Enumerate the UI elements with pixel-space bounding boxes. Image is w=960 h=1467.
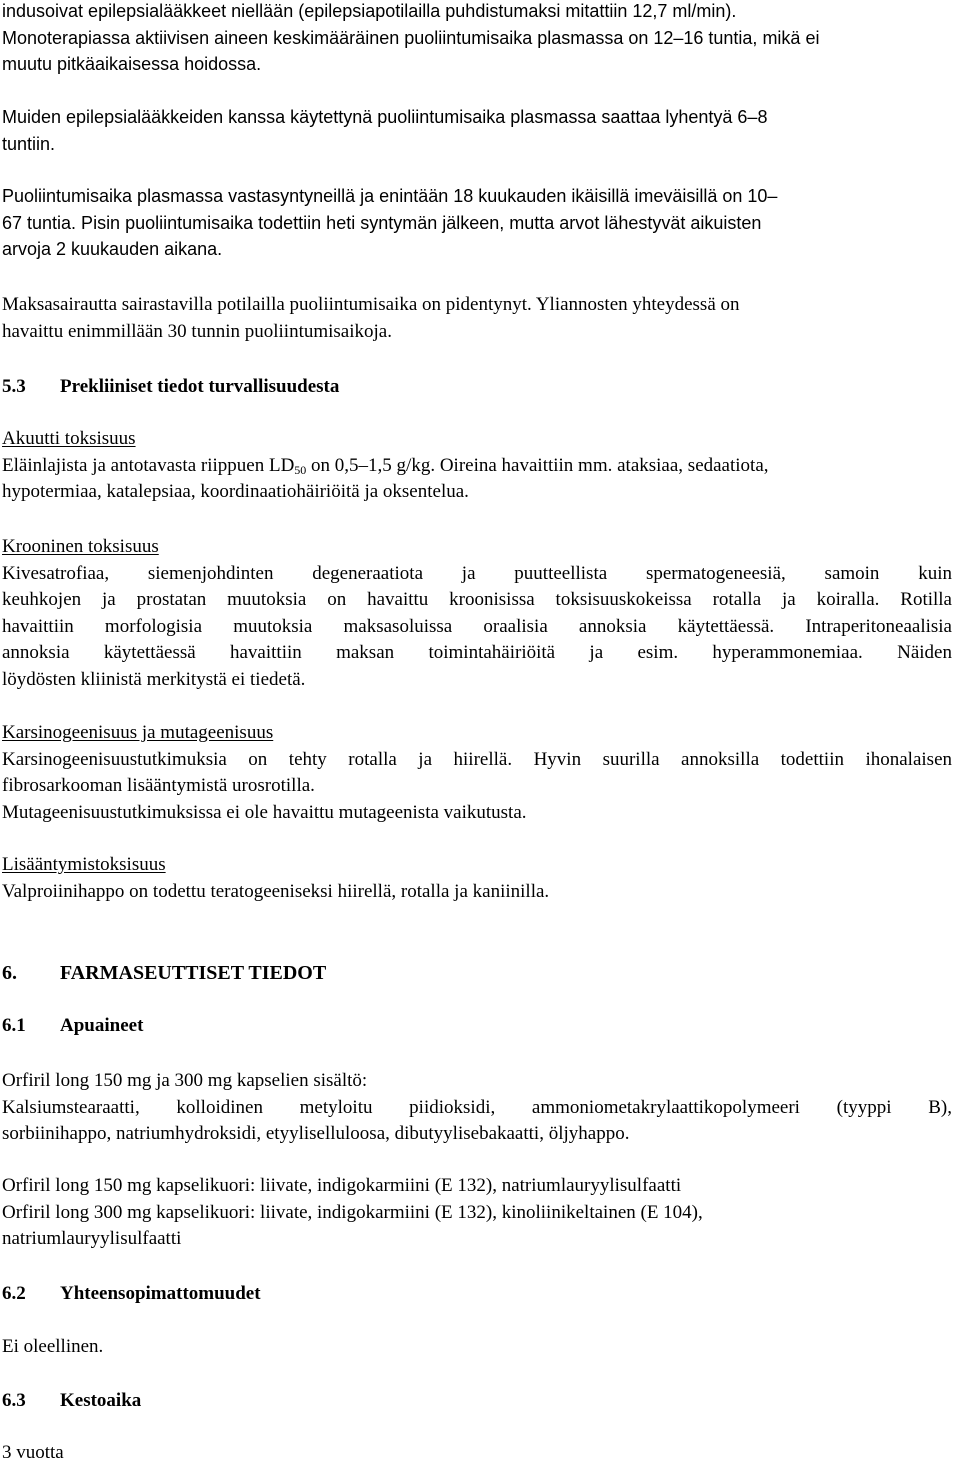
section-heading-6-2 <box>2 1281 952 1308</box>
acute-toxicity-heading: Akuutti toksisuus <box>2 428 136 449</box>
text-line: Kivesatrofiaa, siemenjohdinten degeneraatiota ja puutteellista spermatogeneesiä, samoin kuin <box>2 562 952 584</box>
chronic-toxicity-heading: Krooninen toksisuus <box>2 536 159 557</box>
text-line: tuntiin. <box>2 133 56 154</box>
text-line: Kalsiumstearaatti, kolloidinen metyloitu piidioksidi, ammoniometakrylaattikopolymeeri (tyyppi B), <box>2 1096 952 1118</box>
text-line: Karsinogeenisuustutkimuksia on tehty rotalla ja hiirellä. Hyvin suurilla annoksilla todettiin ihonalaisen <box>2 748 952 770</box>
text-line: Orfiril long 150 mg kapselikuori: liivate, indigokarmiini (E 132), natriumlauryylisulfaatti <box>2 1175 682 1196</box>
chronic-toxicity-block <box>2 534 952 693</box>
section-title: Apuaineet <box>60 1015 144 1036</box>
acute-toxicity-block <box>2 426 952 506</box>
section-number: 6.3 <box>2 1390 26 1411</box>
text-line: Mutageenisuustutkimuksissa ei ole havaittu mutageenista vaikutusta. <box>2 801 527 823</box>
text-line: Muiden epilepsialääkkeiden kanssa käytettynä puoliintumisaika plasmassa saattaa lyhentyä 6–8 <box>2 107 768 127</box>
text-line: Monoterapiassa aktiivisen aineen keskimääräinen puoliintumisaika plasmassa on 12–16 tuntia, mikä ei <box>2 27 820 48</box>
section-heading-5-3 <box>2 374 952 401</box>
paragraph-clearance <box>2 0 952 78</box>
text-line: sorbiinihappo, natriumhydroksidi, etyyliselluloosa, dibutyylisebakaatti, öljyhappo. <box>2 1123 630 1144</box>
text-line: hypotermiaa, katalepsiaa, koordinaatiohäiriöitä ja oksentelua. <box>2 481 469 502</box>
text-line: Eläinlajista ja antotavasta riippuen $LD_{50}$ on 0,5–1,5 g/kg. Oireina havaittiin mm. ataksiaa, sedaatiota, <box>2 454 769 477</box>
text-line: keuhkojen ja prostatan muutoksia on havaittu kroonisissa toksisuuskokeissa rotalla ja koiralla. Rotilla <box>2 589 952 610</box>
text-line: indusoivat epilepsialääkkeet niellään (epilepsiapotilailla puhdistumaksi mitattiin 12,7 ml/min). <box>2 1 737 21</box>
text-line: Puoliintumisaika plasmassa vastasyntyneillä ja enintään 18 kuukauden ikäisillä imeväisillä on 10– <box>2 186 778 206</box>
section-number: 5.3 <box>2 376 26 397</box>
capsule-contents-heading: Orfiril long 150 mg ja 300 mg kapselien sisältö: <box>2 1070 368 1091</box>
section-title: FARMASEUTTISET TIEDOT <box>60 962 327 984</box>
text-line: Orfiril long 300 mg kapselikuori: liivate, indigokarmiini (E 132), kinoliinikeltainen (E 104), <box>2 1201 703 1223</box>
capsule-contents-text <box>2 1095 952 1148</box>
section-title: Prekliiniset tiedot turvallisuudesta <box>60 376 340 397</box>
text-line: havaittiin morfologisia muutoksia maksasoluissa oraalisia annoksia käytettäessä. Intraperitoneaalisia <box>2 615 952 637</box>
text-line: annoksia käytettäessä havaittiin maksan toimintahäiriöitä ja esim. hyperammonemiaa. Näiden <box>2 642 952 663</box>
reproductive-toxicity-heading: Lisääntymistoksisuus <box>2 854 166 875</box>
section-heading-6 <box>2 960 952 987</box>
carcinogenicity-text <box>2 747 952 827</box>
paragraph-half-life-infants <box>2 183 952 263</box>
reproductive-toxicity-block <box>2 852 952 905</box>
shelf-life-text: 3 vuotta <box>2 1442 64 1463</box>
carcinogenicity-block <box>2 720 952 826</box>
paragraph-liver-disease <box>2 292 952 345</box>
section-heading-6-1 <box>2 1013 952 1040</box>
section-number: 6. <box>2 962 17 984</box>
section-number: 6.2 <box>2 1283 26 1304</box>
ld-subscript: 50 <box>294 462 307 477</box>
text-line: Maksasairautta sairastavilla potilailla puoliintumisaika on pidentynyt. Yliannosten yhteydessä on <box>2 294 740 315</box>
chronic-toxicity-text <box>2 561 952 694</box>
section-title: Kestoaika <box>60 1390 142 1411</box>
section-title: Yhteensopimattomuudet <box>60 1283 261 1304</box>
paragraph-half-life-combination <box>2 104 952 157</box>
carcinogenicity-heading: Karsinogeenisuus ja mutageenisuus <box>2 722 274 743</box>
text-line: muutu pitkäaikaisessa hoidossa. <box>2 54 262 74</box>
text-line: fibrosarkooman lisääntymistä urosrotilla. <box>2 775 315 796</box>
text-line: Valproiinihappo on todettu teratogeeniseksi hiirellä, rotalla ja kaniinilla. <box>2 880 550 902</box>
capsule-contents-block <box>2 1068 952 1148</box>
section-heading-6-3 <box>2 1388 952 1415</box>
section-number: 6.1 <box>2 1015 26 1036</box>
text-line: havaittu enimmillään 30 tunnin puoliintumisaikoja. <box>2 320 392 342</box>
incompatibilities-text: Ei oleellinen. <box>2 1336 104 1357</box>
text-line: 67 tuntia. Pisin puoliintumisaika todettiin heti syntymän jälkeen, mutta arvot lähestyvät aikuisten <box>2 212 762 233</box>
capsule-shell-block <box>2 1173 952 1253</box>
text-line: arvoja 2 kuukauden aikana. <box>2 239 223 259</box>
reproductive-toxicity-text <box>2 879 952 906</box>
text-line: natriumlauryylisulfaatti <box>2 1228 182 1249</box>
text-line: löydösten kliinistä merkitystä ei tiedetä. <box>2 668 306 690</box>
